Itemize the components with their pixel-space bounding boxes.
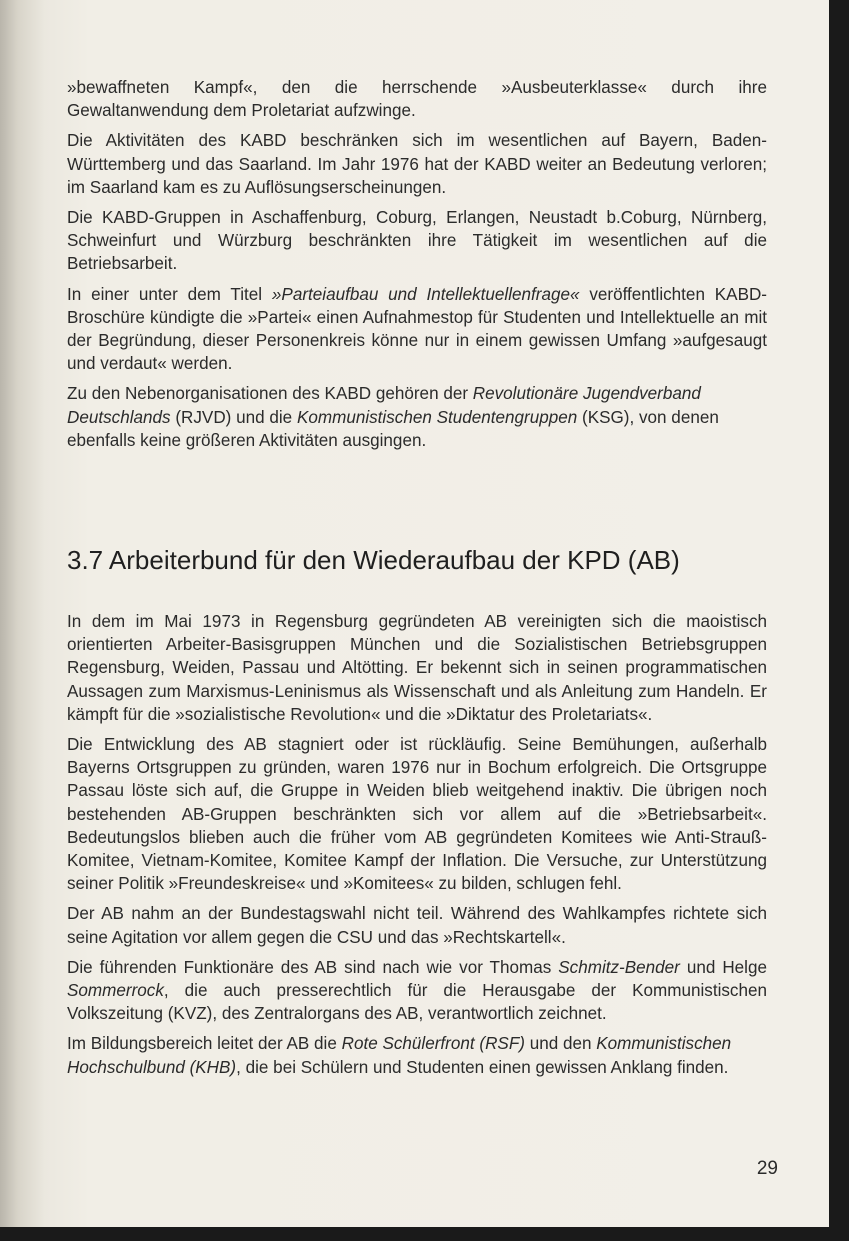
- paragraph: [67, 129, 767, 199]
- text-segment: Im Bildungsbereich leitet der AB die: [67, 1034, 342, 1054]
- paragraph: [67, 610, 767, 726]
- section-1-text: [67, 76, 767, 459]
- text-segment: und den: [524, 1034, 597, 1054]
- text-segment: Die führenden Funktionäre des AB sind nach wie vor Thomas: [67, 957, 559, 977]
- paragraph: [67, 902, 767, 948]
- text-segment: »bewaffneten Kampf«, den die herrschende »Ausbeuterklasse« durch ihre Gewaltanwendung dem Proletariat aufzwinge.: [67, 78, 767, 121]
- text-segment: Der AB nahm an der Bundestagswahl nicht teil. Während des Wahlkampfes richtete sich seine Agitation vor allem gegen die CSU und das »Rechtskartell«.: [67, 904, 767, 947]
- text-segment: , die bei Schülern und Studenten einen gewissen Anklang finden.: [236, 1057, 729, 1077]
- text-segment: und Helge: [679, 957, 767, 977]
- italic-title: »Parteiaufbau und Intellektuellenfrage«: [271, 284, 580, 304]
- italic-organization: Kommunistischen Hochschulbund (KHB): [67, 1034, 732, 1077]
- text-segment: , die auch presserechtlich für die Herausgabe der Kommunistischen Volkszeitung (KVZ), des Zentralorgans des AB, verantwortlich zeichnet.: [67, 981, 767, 1024]
- text-segment: In einer unter dem Titel: [67, 284, 272, 304]
- italic-organization: Rote Schülerfront (RSF): [341, 1034, 525, 1054]
- paragraph: [67, 956, 767, 1026]
- page-number: 29: [756, 1158, 778, 1179]
- italic-organization: Revolutionäre Jugendverband Deutschlands: [67, 384, 701, 427]
- italic-name: Schmitz-Bender: [558, 957, 680, 977]
- paragraph: [67, 76, 767, 122]
- text-segment: (RJVD) und die: [170, 407, 297, 427]
- text-segment: Zu den Nebenorganisationen des KABD gehören der: [67, 384, 473, 404]
- italic-organization: Kommunistischen Studentengruppen: [296, 407, 578, 427]
- paragraph: [67, 283, 767, 376]
- section-2-text: [67, 610, 767, 1086]
- paragraph: [67, 1032, 767, 1078]
- text-segment: veröffentlichten KABD-Broschüre kündigte die »Partei« einen Aufnahmestop für Studenten und Intellektuelle an mit der Begründung, dieser Personenkreis könne nur in einem gewissen Umfang »aufgesaugt und verdaut« werden.: [67, 284, 768, 374]
- italic-name: Sommerrock: [67, 981, 164, 1001]
- text-segment: Die Entwicklung des AB stagniert oder ist rückläufig. Seine Bemühungen, außerhalb Bayerns Ortsgruppen zu gründen, waren 1976 nur in Bochum erfolgreich. Die Ortsgruppe Passau löste sich auf, die Gruppe in Weiden blieb weitgehend inaktiv. Die übrigen noch bestehenden AB-Gruppen beschränkten sich vor allem auf die »Betriebsarbeit«. Bedeutungslos blieben auch die früher vom AB gegründeten Komitees wie Anti-Strauß-Komitee, Vietnam-Komitee, Komitee Kampf der Inflation. Die Versuche, zur Unterstützung seiner Politik »Freundeskreise« und »Komitees« zu bilden, schlugen fehl.: [67, 735, 767, 894]
- section-heading: 3.7 Arbeiterbund für den Wiederaufbau der KPD (AB): [67, 545, 680, 575]
- text-segment: In dem im Mai 1973 in Regensburg gegründeten AB vereinigten sich die maoistisch orientierten Arbeiter-Basisgruppen München und die Sozialistischen Betriebsgruppen Regensburg, Weiden, Passau und Altötting. Er bekennt sich in seinen programmatischen Aussagen zum Marxismus-Leninismus als Wissenschaft und als Anleitung zum Handeln. Er kämpft für die »sozialistische Revolution« und die »Diktatur des Proletariats«.: [67, 612, 767, 724]
- paragraph: [67, 733, 767, 895]
- text-segment: Die KABD-Gruppen in Aschaffenburg, Coburg, Erlangen, Neustadt b.Coburg, Nürnberg, Schweinfurt und Würzburg beschränkten ihre Tätigkeit im wesentlichen auf die Betriebsarbeit.: [67, 208, 767, 274]
- paragraph: [67, 382, 767, 452]
- text-segment: Die Aktivitäten des KABD beschränken sich im wesentlichen auf Bayern, Baden-Württemberg und das Saarland. Im Jahr 1976 hat der KABD weiter an Bedeutung verloren; im Saarland kam es zu Auflösungserscheinungen.: [67, 131, 767, 197]
- text-segment: (KSG), von denen ebenfalls keine größeren Aktivitäten ausgingen.: [67, 407, 719, 450]
- paragraph: [67, 206, 767, 276]
